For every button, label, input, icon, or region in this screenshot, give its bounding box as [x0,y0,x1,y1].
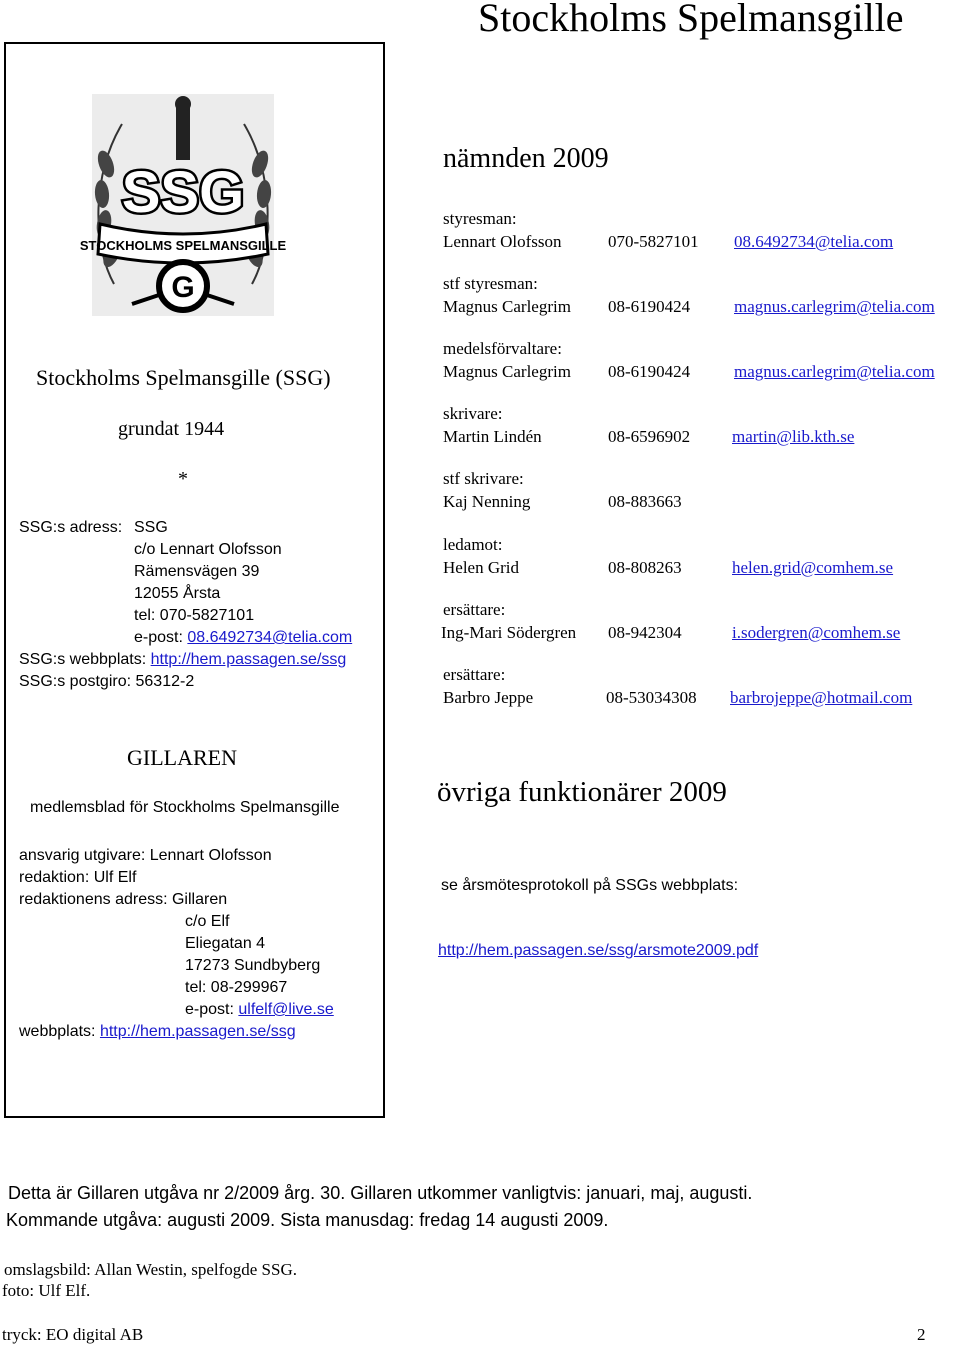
footer-photo-credit: foto: Ulf Elf. [2,1281,91,1300]
editor-address-label: redaktionens adress: Gillaren [19,891,228,908]
board-member-phone: 08-6190424 [608,362,691,381]
editor-web-label: webbplats: [19,1023,96,1040]
publisher: ansvarig utgivare: Lennart Olofsson [19,847,272,864]
board-member-name: Magnus Carlegrim [443,297,571,316]
postgiro: SSG:s postgiro: 56312-2 [19,673,195,690]
address-line: 12055 Årsta [134,585,221,602]
editor-email-label: e-post: [185,1001,234,1018]
board-member-email-link[interactable]: magnus.carlegrim@telia.com [734,297,935,316]
violin-icon [175,96,191,160]
board-member-name: Helen Grid [443,558,520,577]
officials-heading: övriga funktionärer 2009 [437,776,727,808]
star-separator: * [178,468,188,490]
board-member-name: Martin Lindén [443,427,542,446]
board-member-phone: 08-6596902 [608,427,691,446]
board-role: ersättare: [443,600,506,619]
org-email-link[interactable]: 08.6492734@telia.com [187,629,353,646]
editor-web-link[interactable]: http://hem.passagen.se/ssg [99,1023,296,1040]
newsletter-name: GILLAREN [127,745,237,770]
org-name: Stockholms Spelmansgille (SSG) [36,365,331,390]
logo-ssg-text: SSG [121,160,245,225]
board-member-phone: 08-808263 [608,558,682,577]
board-role: medelsförvaltare: [443,339,562,358]
footer-next-issue: Kommande utgåva: augusti 2009. Sista manusdag: fredag 14 augusti 2009. [6,1210,609,1230]
board-role: styresman: [443,209,517,228]
board-role: stf skrivare: [443,469,524,488]
board-member-name: Ing-Mari Södergren [441,623,577,642]
org-web-link[interactable]: http://hem.passagen.se/ssg [150,651,347,668]
board-member-phone: 08-6190424 [608,297,691,316]
web-label: SSG:s webbplats: [19,651,147,668]
logo-g-text: G [171,271,195,304]
board-member-phone: 08-53034308 [606,688,697,707]
board-heading: nämnden 2009 [443,143,609,174]
board-member-email-link[interactable]: helen.grid@comhem.se [732,558,894,577]
email-label: e-post: [134,629,183,646]
officials-protocol-link[interactable]: http://hem.passagen.se/ssg/arsmote2009.pdf [438,942,759,959]
editor-address-line: Eliegatan 4 [185,935,266,952]
board-role: skrivare: [443,404,503,423]
document-title: Stockholms Spelmansgille [478,0,904,40]
board-member-email-link[interactable]: i.sodergren@comhem.se [732,623,901,642]
board-member-phone: 08-883663 [608,492,682,511]
board-role: ledamot: [443,535,503,554]
editor: redaktion: Ulf Elf [19,869,137,886]
board-member-name: Kaj Nenning [443,492,531,511]
editor-email-link[interactable]: ulfelf@live.se [238,1001,334,1018]
editor-address-line: 17273 Sundbyberg [185,957,321,974]
address-line: tel: 070-5827101 [134,607,255,624]
board-member-name: Lennart Olofsson [443,232,562,251]
board-member-email-link[interactable]: magnus.carlegrim@telia.com [734,362,935,381]
board-member-email-link[interactable]: barbrojeppe@hotmail.com [730,688,913,707]
board-member-email-link[interactable]: martin@lib.kth.se [732,427,855,446]
ssg-logo [79,94,287,316]
page-number: 2 [917,1325,926,1344]
board-member-email-link[interactable]: 08.6492734@telia.com [734,232,894,251]
newsletter-subtitle: medlemsblad för Stockholms Spelmansgille [30,799,340,816]
board-role: stf styresman: [443,274,538,293]
officials-text: se årsmötesprotokoll på SSGs webbplats: [441,877,739,894]
footer-issue-info: Detta är Gillaren utgåva nr 2/2009 årg. 30. Gillaren utkommer vanligtvis: januari, maj, augusti. [8,1183,753,1203]
address-line: Rämensvägen 39 [134,563,260,580]
footer-print-credit: tryck: EO digital AB [2,1325,144,1344]
board-role: ersättare: [443,665,506,684]
board-member-phone: 08-942304 [608,623,682,642]
address-label: SSG:s adress: [19,519,123,536]
editor-address-line: c/o Elf [185,913,230,930]
logo-ring-text: STOCKHOLMS SPELMANSGILLE [79,238,287,253]
board-member-phone: 070-5827101 [608,232,699,251]
board-member-name: Barbro Jeppe [443,688,534,707]
address-line: c/o Lennart Olofsson [134,541,282,558]
editor-address-line: tel: 08-299967 [185,979,288,996]
founded: grundat 1944 [118,418,225,440]
address-line: SSG [134,519,168,536]
footer-cover-credit: omslagsbild: Allan Westin, spelfogde SSG. [4,1260,297,1279]
board-member-name: Magnus Carlegrim [443,362,571,381]
